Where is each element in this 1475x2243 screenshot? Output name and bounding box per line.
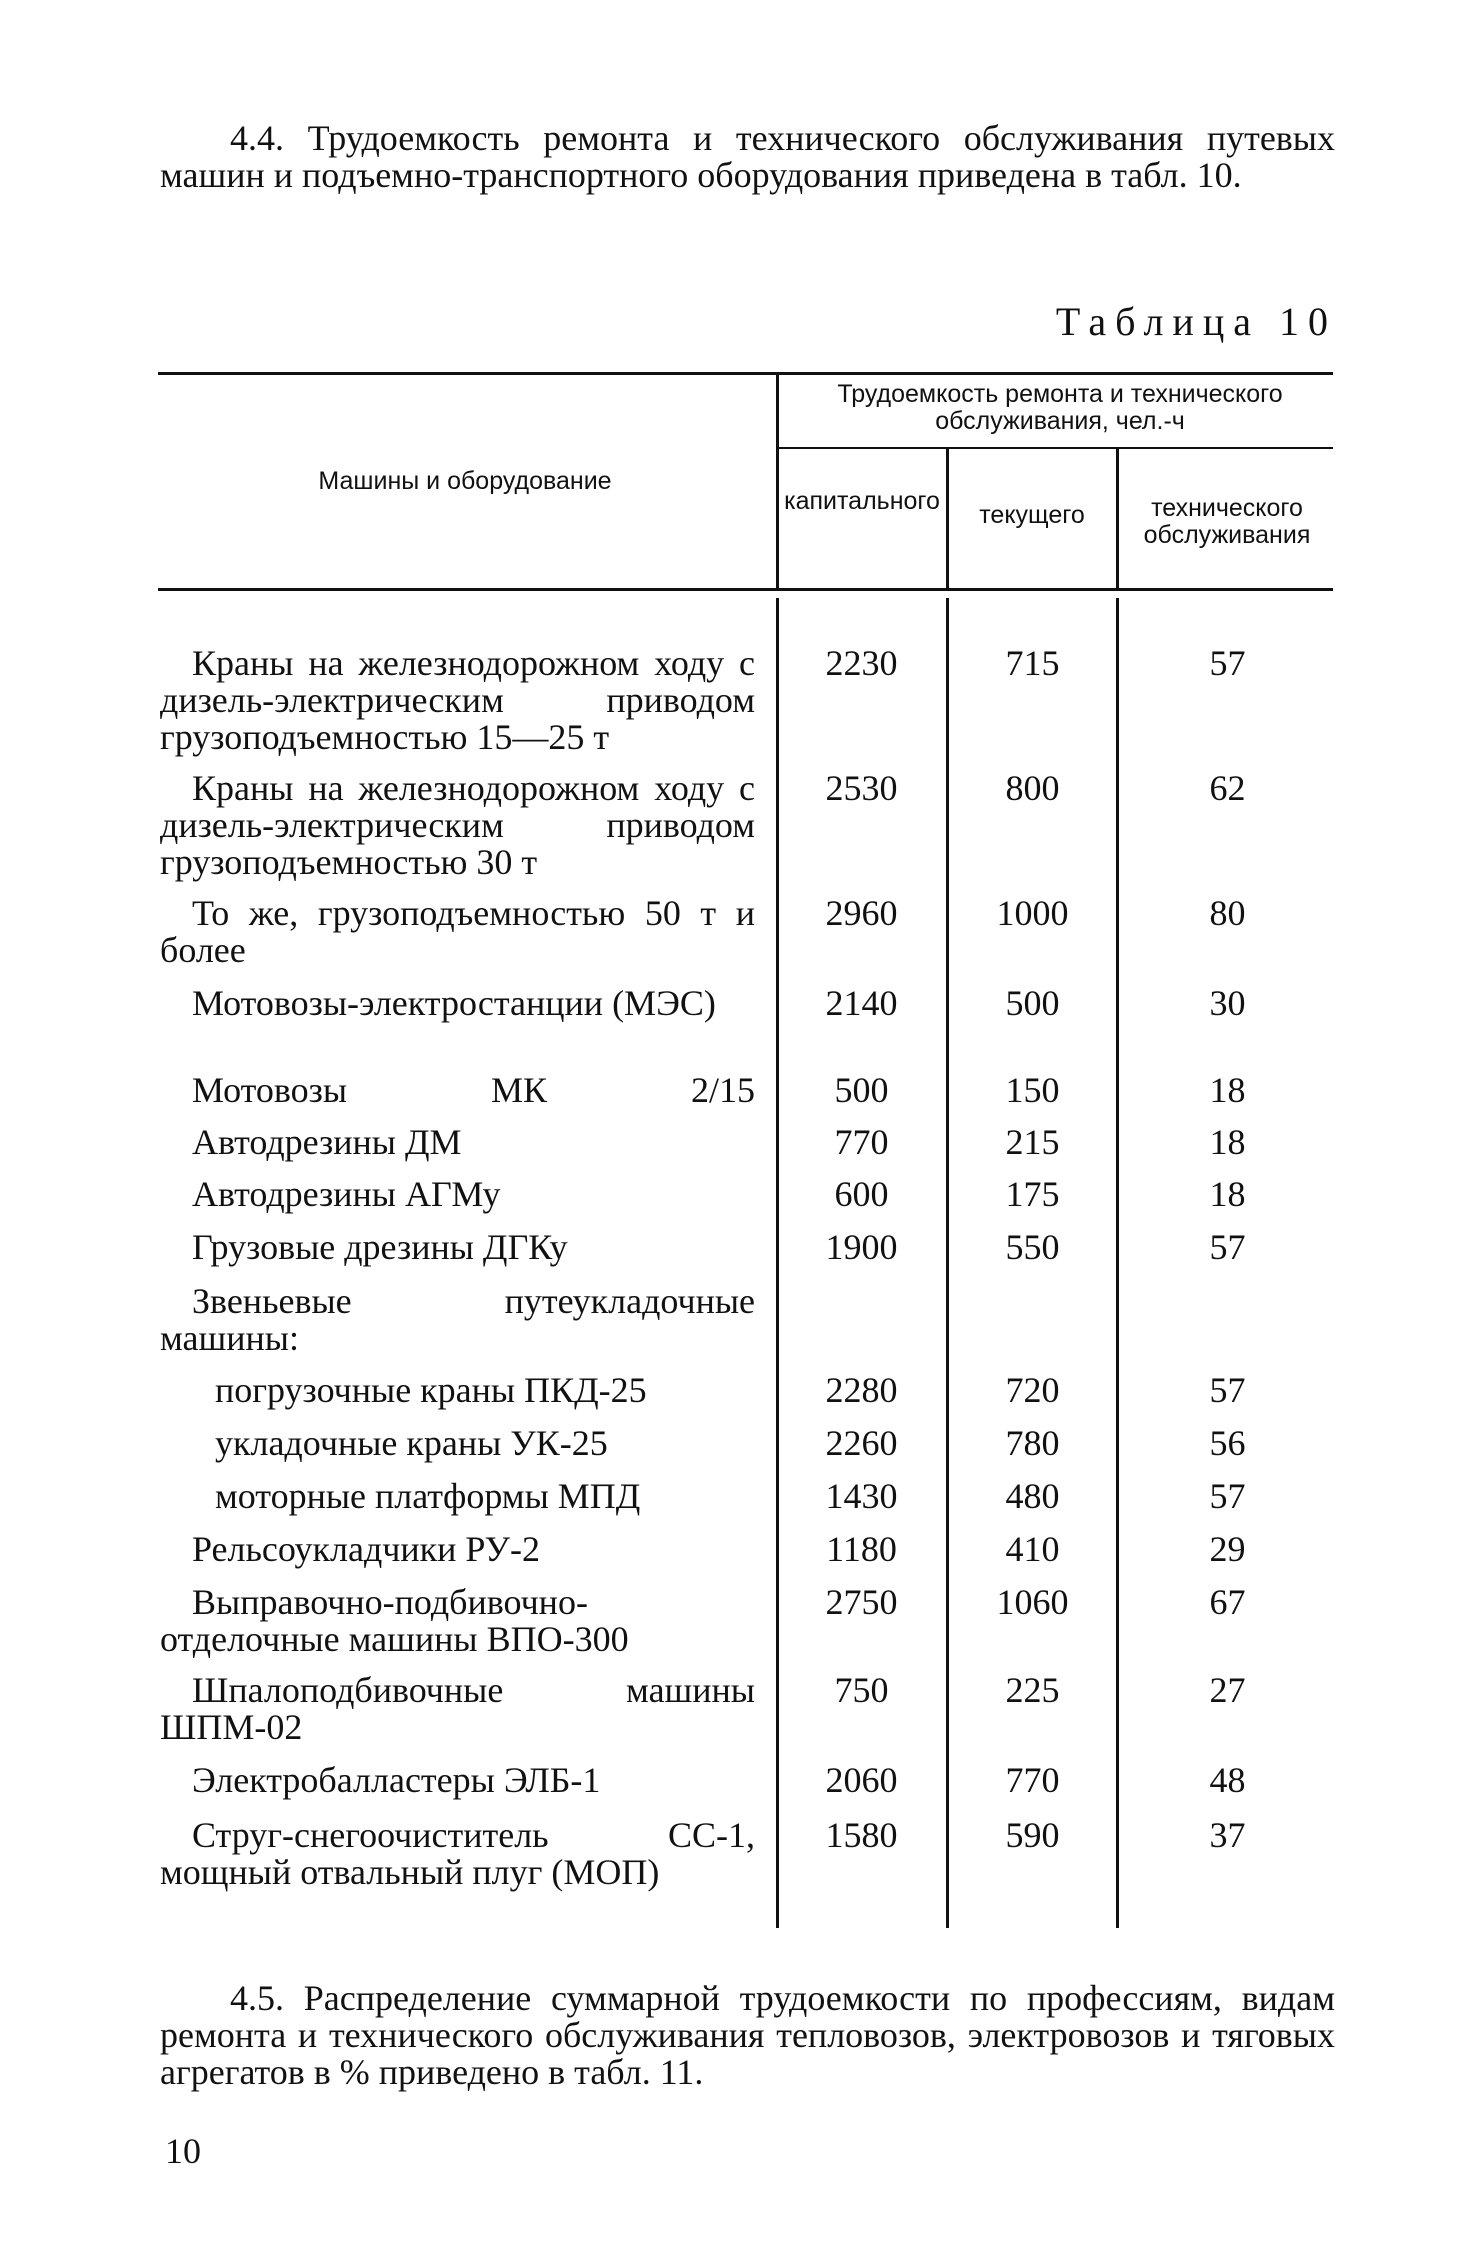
row-12-maintenance: 29 — [1209, 1529, 1246, 1569]
header-current: текущего — [979, 501, 1085, 529]
row-0-name: Краны на железнодорожном ходу с дизель-электрическим приводом грузоподъемностью 15—25 т — [160, 643, 755, 757]
row-5-current: 215 — [1005, 1122, 1060, 1162]
row-5-name: Автодрезины ДМ — [192, 1122, 462, 1162]
row-3-current: 500 — [1005, 983, 1060, 1023]
row-11-current: 480 — [1005, 1476, 1060, 1516]
row-1-current: 800 — [1005, 768, 1060, 808]
table-label: Таблица 10 — [1055, 299, 1337, 344]
row-6-maintenance: 18 — [1209, 1174, 1246, 1214]
row-10-current: 780 — [1005, 1423, 1060, 1463]
row-11-capital: 1430 — [825, 1476, 898, 1516]
row-9-capital: 2280 — [825, 1370, 898, 1410]
page-number: 10 — [165, 2131, 201, 2171]
outro-paragraph: 4.5. Распределение суммарной трудоемкости по профессиям, видам ремонта и технического обслуживания тепловозов, электровозов и тяговых агрегатов в % приведено в табл. 11. — [160, 1978, 1335, 2092]
row-2-maintenance: 80 — [1209, 893, 1246, 933]
row-16-capital: 1580 — [825, 1815, 898, 1855]
row-4-current: 150 — [1005, 1070, 1060, 1110]
row-14-capital: 750 — [834, 1670, 889, 1710]
row-12-name: Рельсоукладчики РУ-2 — [192, 1529, 540, 1569]
row-13-name: Выправочно-подбивочно-отделочные машины ВПО-300 — [160, 1582, 629, 1659]
row-2-capital: 2960 — [825, 893, 898, 933]
row-1-capital: 2530 — [825, 768, 898, 808]
header-machines: Машины и оборудование — [318, 467, 612, 495]
row-6-current: 175 — [1005, 1174, 1060, 1214]
row-3-maintenance: 30 — [1209, 983, 1246, 1023]
header-capital: капитального — [784, 487, 940, 515]
row-14-current: 225 — [1005, 1670, 1060, 1710]
row-0-capital: 2230 — [825, 643, 898, 683]
row-10-capital: 2260 — [825, 1423, 898, 1463]
table-top-rule — [158, 372, 1333, 375]
row-1-name: Краны на железнодорожном ходу с дизель-электрическим приводом грузоподъемностью 30 т — [160, 768, 755, 882]
row-14-name: Шпалоподбивочные машины ШПМ-02 — [160, 1670, 755, 1747]
row-7-name: Грузовые дрезины ДГКу — [192, 1227, 568, 1267]
row-15-maintenance: 48 — [1209, 1760, 1246, 1800]
row-4-name: Мотовозы МК 2/15 — [192, 1070, 755, 1110]
intro-paragraph: 4.4. Трудоемкость ремонта и технического обслуживания путевых машин и подъемно-транспортного оборудования приведена в табл. 10. — [160, 118, 1335, 195]
table-header-rule — [158, 588, 1333, 591]
row-15-capital: 2060 — [825, 1760, 898, 1800]
col-divider — [946, 598, 949, 1928]
row-7-capital: 1900 — [825, 1227, 898, 1267]
row-1-maintenance: 62 — [1209, 768, 1246, 808]
row-13-maintenance: 67 — [1209, 1582, 1246, 1622]
row-4-maintenance: 18 — [1209, 1070, 1246, 1110]
row-16-maintenance: 37 — [1209, 1815, 1246, 1855]
row-9-maintenance: 57 — [1209, 1370, 1246, 1410]
row-9-current: 720 — [1005, 1370, 1060, 1410]
header-labor-group: Трудоемкость ремонта и технического обслуживания, чел.-ч — [837, 380, 1283, 435]
header-group-rule — [778, 447, 1333, 449]
row-6-name: Автодрезины АГМу — [192, 1174, 501, 1214]
row-2-current: 1000 — [996, 893, 1069, 933]
row-2-name: То же, грузоподъемностью 50 т и более — [160, 893, 755, 970]
row-8-name: Звеньевые путеукладочные машины: — [160, 1281, 755, 1358]
row-11-maintenance: 57 — [1209, 1476, 1246, 1516]
row-15-name: Электробалластеры ЭЛБ-1 — [192, 1760, 601, 1800]
row-10-maintenance: 56 — [1209, 1423, 1246, 1463]
col-divider — [946, 449, 949, 588]
row-13-current: 1060 — [996, 1582, 1069, 1622]
row-6-capital: 600 — [834, 1174, 889, 1214]
row-3-name: Мотовозы-электростанции (МЭС) — [192, 983, 716, 1023]
row-13-capital: 2750 — [825, 1582, 898, 1622]
row-16-current: 590 — [1005, 1815, 1060, 1855]
row-15-current: 770 — [1005, 1760, 1060, 1800]
row-16-name: Струг-снегоочиститель СС-1, мощный отвальный плуг (МОП) — [160, 1815, 755, 1892]
row-4-capital: 500 — [834, 1070, 889, 1110]
row-11-name: моторные платформы МПД — [215, 1476, 641, 1516]
row-12-current: 410 — [1005, 1529, 1060, 1569]
header-maintenance: технического обслуживания — [1143, 494, 1311, 549]
row-12-capital: 1180 — [826, 1529, 897, 1569]
col-divider — [776, 375, 779, 588]
row-7-maintenance: 57 — [1209, 1227, 1246, 1267]
row-9-name: погрузочные краны ПКД-25 — [215, 1370, 647, 1410]
row-5-capital: 770 — [834, 1122, 889, 1162]
row-10-name: укладочные краны УК-25 — [215, 1423, 608, 1463]
col-divider — [1116, 449, 1119, 588]
col-divider — [776, 598, 779, 1928]
col-divider — [1116, 598, 1119, 1928]
row-0-current: 715 — [1005, 643, 1060, 683]
row-7-current: 550 — [1005, 1227, 1060, 1267]
row-5-maintenance: 18 — [1209, 1122, 1246, 1162]
row-0-maintenance: 57 — [1209, 643, 1246, 683]
row-14-maintenance: 27 — [1209, 1670, 1246, 1710]
row-3-capital: 2140 — [825, 983, 898, 1023]
